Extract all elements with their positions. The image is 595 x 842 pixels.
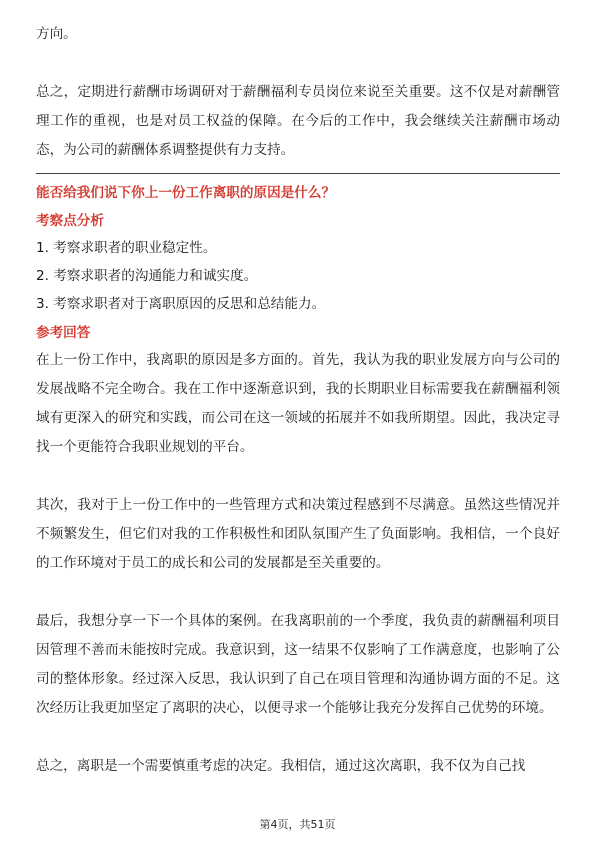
analysis-label: 考察点分析: [36, 213, 104, 229]
answer-paragraph: 总之，离职是一个需要慎重考虑的决定。我相信，通过这次离职，我不仅为自己找: [36, 758, 526, 774]
section-divider: [36, 173, 560, 174]
analysis-item: 2. 考察求职者的沟通能力和诚实度。: [36, 268, 258, 284]
answer-paragraph: 其次，我对于上一份工作中的一些管理方式和决策过程感到不尽满意。虽然这些情况并不频繁发生，但它们对我的工作积极性和团队氛围产生了负面影响。我相信，一个良好的工作环境对于员工的成长和公司的发展都是至关重要的。: [36, 497, 560, 571]
analysis-item: 3. 考察求职者对于离职原因的反思和总结能力。: [36, 296, 326, 312]
analysis-item: 1. 考察求职者的职业稳定性。: [36, 240, 217, 256]
previous-answer-tail: 方向。: [36, 26, 77, 42]
answer-label: 参考回答: [36, 325, 91, 341]
question-title: 能否给我们说下你上一份工作离职的原因是什么？: [36, 185, 336, 201]
page-number: 第4页，共51页: [259, 818, 336, 831]
answer-paragraph: 最后，我想分享一下一个具体的案例。在我离职前的一个季度，我负责的薪酬福利项目因管理不善而未能按时完成。我意识到，这一结果不仅影响了工作满意度，也影响了公司的整体形象。经过深入反思，我认识到了自己在项目管理和沟通协调方面的不足。这次经历让我更加坚定了离职的决心，以便寻求一个能够让我充分发挥自己优势的环境。: [36, 613, 560, 716]
answer-paragraph: 在上一份工作中，我离职的原因是多方面的。首先，我认为我的职业发展方向与公司的发展战略不完全吻合。我在工作中逐渐意识到，我的长期职业目标需要我在薪酬福利领域有更深入的研究和实践，而公司在这一领域的拓展并不如我所期望。因此，我决定寻找一个更能符合我职业规划的平台。: [36, 352, 560, 455]
previous-answer-summary: 总之，定期进行薪酬市场调研对于薪酬福利专员岗位来说至关重要。这不仅是对薪酬管理工作的重视，也是对员工权益的保障。在今后的工作中，我会继续关注薪酬市场动态，为公司的薪酬体系调整提供有力支持。: [36, 84, 560, 158]
analysis-list: [36, 234, 560, 318]
page-content: [36, 20, 560, 781]
